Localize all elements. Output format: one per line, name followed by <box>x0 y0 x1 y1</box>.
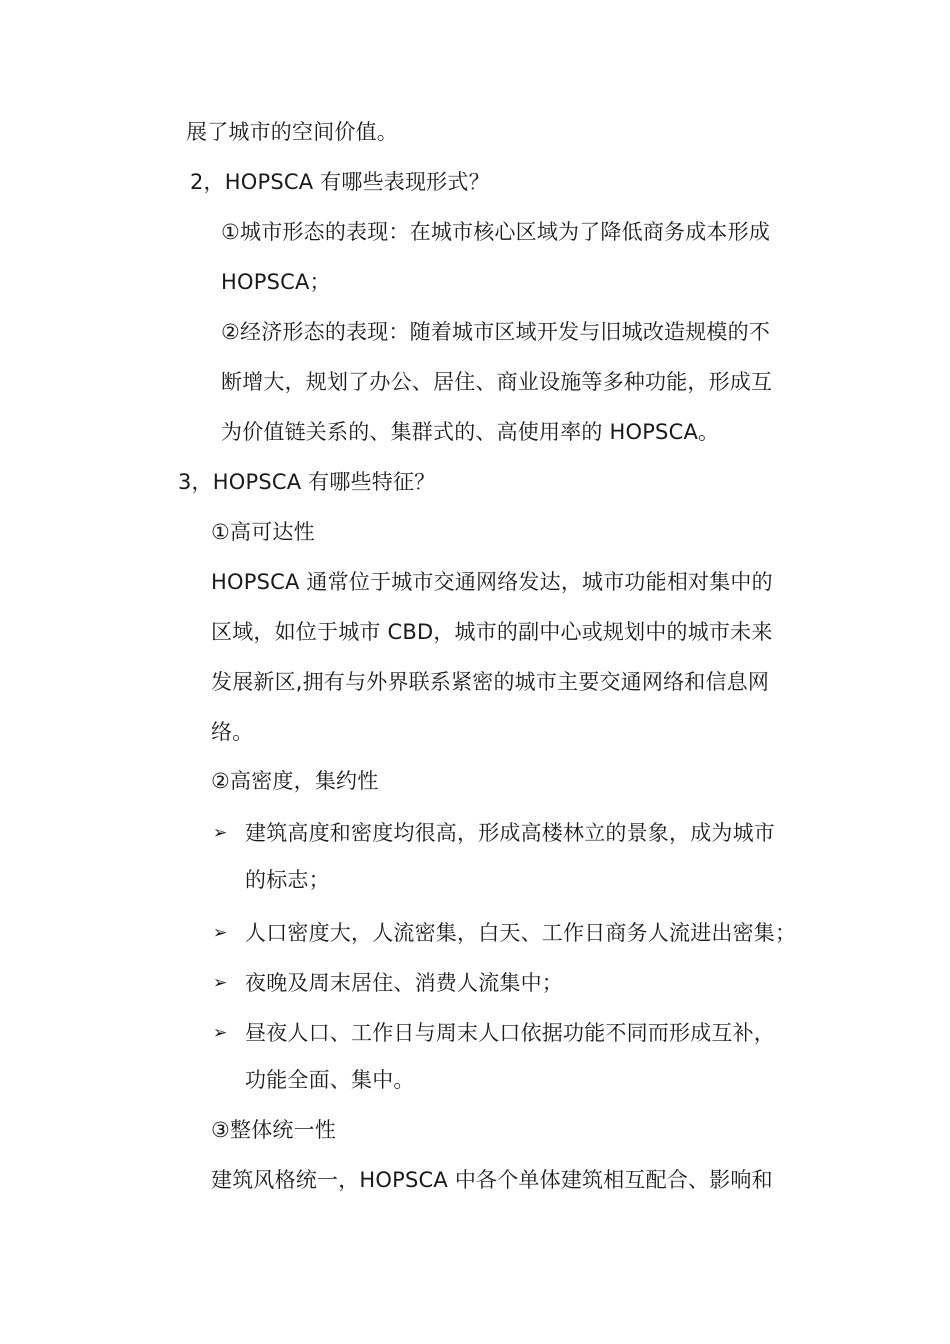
bullet-text: 建筑高度和密度均很高，形成高楼林立的景象，成为城市 <box>245 821 775 845</box>
bullet-text: 功能全面、集中。 <box>245 1068 415 1092</box>
text-line: 区域，如位于城市 CBD，城市的副中心或规划中的城市未来 <box>211 620 773 644</box>
text-line: 断增大，规划了办公、居住、商业设施等多种功能，形成互 <box>221 370 773 394</box>
feature-title: ③整体统一性 <box>211 1118 337 1142</box>
text-line: HOPSCA 通常位于城市交通网络发达，城市功能相对集中的 <box>211 570 773 594</box>
section-heading-q3: 3，HOPSCA 有哪些特征？ <box>178 470 436 494</box>
bullet-arrow-icon: ➢ <box>213 1023 228 1043</box>
bullet-text: 昼夜人口、工作日与周末人口依据功能不同而形成互补， <box>245 1021 775 1045</box>
text-line: HOPSCA； <box>221 270 331 294</box>
section-heading-q2: 2，HOPSCA 有哪些表现形式？ <box>190 170 490 194</box>
text-line: 络。 <box>211 720 254 744</box>
bullet-text: 的标志； <box>245 868 330 892</box>
bullet-text: 人口密度大，人流密集，白天、工作日商务人流进出密集； <box>245 921 797 945</box>
text-line: ①城市形态的表现：在城市核心区域为了降低商务成本形成 <box>221 220 771 244</box>
feature-title: ①高可达性 <box>211 520 315 544</box>
text-line: 发展新区,拥有与外界联系紧密的城市主要交通网络和信息网 <box>211 670 770 694</box>
bullet-text: 夜晚及周末居住、消费人流集中； <box>245 971 563 995</box>
text-line: 为价值链关系的、集群式的、高使用率的 HOPSCA。 <box>221 420 720 444</box>
feature-title: ②高密度，集约性 <box>211 769 379 793</box>
text-line: ②经济形态的表现：随着城市区域开发与旧城改造规模的不 <box>221 320 771 344</box>
bullet-arrow-icon: ➢ <box>213 923 228 943</box>
bullet-arrow-icon: ➢ <box>213 823 228 843</box>
text-line: 展了城市的空间价值。 <box>186 120 398 144</box>
text-line: 建筑风格统一，HOPSCA 中各个单体建筑相互配合、影响和 <box>211 1168 773 1192</box>
bullet-arrow-icon: ➢ <box>213 973 228 993</box>
